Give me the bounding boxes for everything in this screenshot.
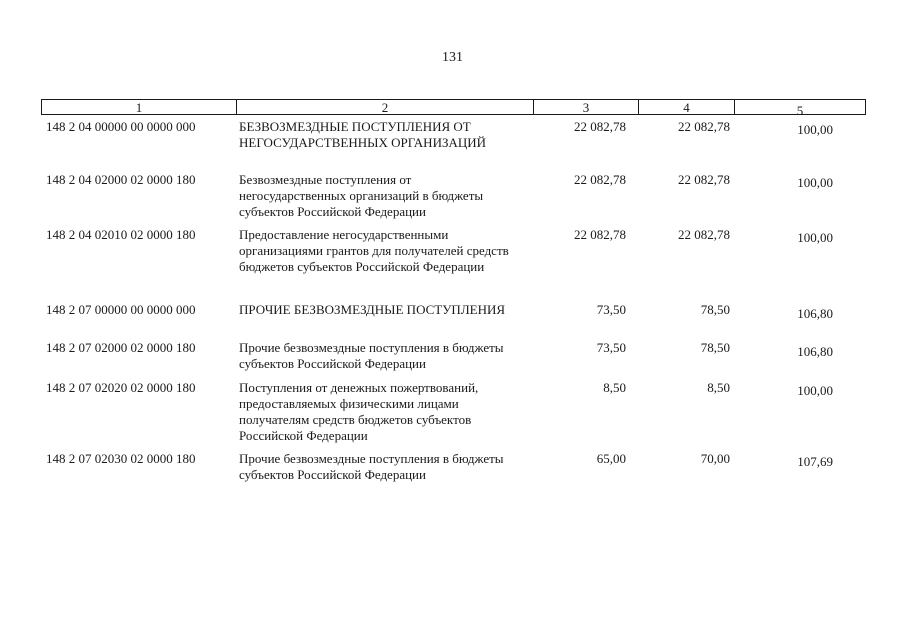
revenue-name-line: организациями грантов для получателей средств (239, 243, 509, 258)
revenue-name (239, 380, 534, 444)
value-col4: 22 082,78 (678, 119, 730, 134)
value-col3: 22 082,78 (574, 172, 626, 187)
revenue-name-line: Прочие безвозмездные поступления в бюджеты (239, 340, 504, 355)
column-header-3: 3 (534, 100, 639, 114)
value-col4: 8,50 (707, 380, 730, 395)
value-col5: 100,00 (797, 230, 833, 245)
revenue-name-line: Поступления от денежных пожертвований, (239, 380, 479, 395)
revenue-name-line: субъектов Российской Федерации (239, 467, 426, 482)
page-number: 131 (442, 50, 463, 65)
revenue-name-line: Безвозмездные поступления от (239, 172, 412, 187)
budget-code: 148 2 04 02000 02 0000 180 (46, 172, 196, 187)
revenue-name-line: Российской Федерации (239, 428, 368, 443)
revenue-name-line: ПРОЧИЕ БЕЗВОЗМЕЗДНЫЕ ПОСТУПЛЕНИЯ (239, 302, 506, 317)
revenue-name-line: бюджетов субъектов Российской Федерации (239, 259, 485, 274)
revenue-name-line: БЕЗВОЗМЕЗДНЫЕ ПОСТУПЛЕНИЯ ОТ (239, 119, 471, 134)
value-col4: 78,50 (700, 340, 730, 355)
revenue-name-line: Прочие безвозмездные поступления в бюджеты (239, 451, 504, 466)
budget-code: 148 2 07 02020 02 0000 180 (46, 380, 196, 395)
value-col3: 22 082,78 (574, 119, 626, 134)
revenue-name-line: негосударственных организаций в бюджеты (239, 188, 484, 203)
value-col3: 65,00 (596, 451, 626, 466)
revenue-name (239, 172, 534, 220)
value-col5: 100,00 (797, 383, 833, 398)
column-header-4: 4 (639, 100, 735, 114)
value-col4: 78,50 (700, 302, 730, 317)
column-header-5: 5 (796, 103, 804, 118)
budget-code: 148 2 04 02010 02 0000 180 (46, 227, 196, 242)
value-col4: 22 082,78 (678, 227, 730, 242)
revenue-name-line: НЕГОСУДАРСТВЕННЫХ ОРГАНИЗАЦИЙ (239, 135, 487, 150)
revenue-name (239, 451, 534, 483)
revenue-name (239, 119, 534, 151)
value-col5: 106,80 (797, 306, 833, 321)
value-col3: 73,50 (596, 302, 626, 317)
revenue-name-line: Предоставление негосударственными (239, 227, 449, 242)
revenue-name-line: предоставляемых физическими лицами (239, 396, 459, 411)
column-header-2: 2 (237, 100, 534, 114)
revenue-name-line: субъектов Российской Федерации (239, 356, 426, 371)
revenue-name (239, 227, 534, 275)
revenue-name-line: субъектов Российской Федерации (239, 204, 426, 219)
value-col5: 107,69 (797, 454, 833, 469)
budget-code: 148 2 04 00000 00 0000 000 (46, 119, 196, 134)
budget-code: 148 2 07 02030 02 0000 180 (46, 451, 196, 466)
value-col5: 100,00 (797, 122, 833, 137)
value-col3: 8,50 (603, 380, 626, 395)
value-col5: 106,80 (797, 344, 833, 359)
revenue-name (239, 302, 534, 318)
column-header-1: 1 (42, 100, 237, 114)
value-col3: 22 082,78 (574, 227, 626, 242)
value-col4: 70,00 (700, 451, 730, 466)
value-col3: 73,50 (596, 340, 626, 355)
budget-code: 148 2 07 00000 00 0000 000 (46, 302, 196, 317)
value-col5: 100,00 (797, 175, 833, 190)
revenue-name (239, 340, 534, 372)
revenue-name-line: получателям средств бюджетов субъектов (239, 412, 472, 427)
budget-code: 148 2 07 02000 02 0000 180 (46, 340, 196, 355)
value-col4: 22 082,78 (678, 172, 730, 187)
